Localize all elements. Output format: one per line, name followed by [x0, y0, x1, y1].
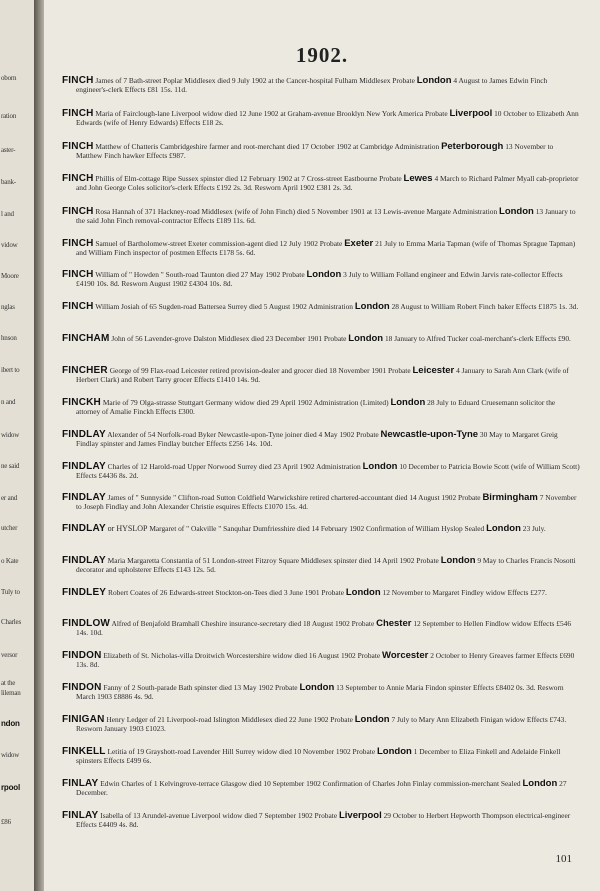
register-entry	[62, 588, 581, 597]
entry-surname: FINDLEY	[62, 587, 107, 598]
entry-details: William Josiah of 65 Sugden-road Battersea Surrey died 5 August 1902 Administration	[95, 302, 354, 311]
register-entry	[62, 462, 581, 480]
entry-grant-details: 2 October to Henry Greaves farmer Effects £690 13s. 8d.	[76, 651, 575, 669]
register-entry	[62, 683, 581, 701]
spine-fragment: hnson	[1, 334, 17, 342]
entry-surname: FINLAY	[62, 778, 99, 789]
entry-grant-details: 12 September to Hellen Findlow widow Effects £546 14s. 10d.	[76, 619, 572, 637]
entry-registry-place: London	[354, 714, 390, 725]
entry-details: Matthew of Chatteris Cambridgeshire farmer and root-merchant died 17 October 1902 at Cambridge Administration	[95, 142, 440, 151]
entry-registry-place: London	[306, 269, 342, 280]
entry-details: Alexander of 54 Norfolk-road Byker Newcastle-upon-Tyne joiner died 4 May 1902 Probate	[107, 430, 379, 439]
spine-fragment: Charles	[1, 618, 21, 626]
register-entry	[62, 109, 581, 127]
register-entry	[62, 239, 581, 257]
entry-registry-place: Peterborough	[441, 141, 504, 152]
register-entry	[62, 398, 581, 416]
entry-surname: FINKELL	[62, 746, 106, 757]
entry-surname: FINDLAY	[62, 555, 106, 566]
entry-grant-details: 7 November to Joseph Findlay and John Alexander Christie esquires Effects £1070 15s. 4d.	[76, 493, 577, 511]
entry-surname: FINCKH	[62, 397, 101, 408]
entry-grant-details: 30 May to Margaret Greig Findlay spinster and James Findlay butcher Effects £256 14s. 10d.	[76, 430, 558, 448]
entry-registry-place: London	[499, 206, 534, 217]
register-entry	[62, 430, 581, 448]
entry-registry-place: London	[362, 461, 398, 472]
entry-grant-details: 12 November to Margaret Findley widow Effects £277.	[382, 588, 547, 597]
entry-grant-details: 7 July to Mary Ann Elizabeth Finigan widow Effects £743. Resworn January 1903 £1023.	[76, 715, 567, 733]
spine-fragment: Moore	[1, 272, 19, 280]
entry-surname: FINCH	[62, 108, 94, 119]
entry-grant-details: 10 December to Patricia Bowie Scott (wife of William Scott) Effects £4436 8s. 2d.	[76, 462, 580, 480]
spine-fragment: versor	[1, 651, 18, 659]
entry-surname: FINCH	[62, 301, 94, 312]
entry-surname: FINDON	[62, 650, 102, 661]
entry-details: Fanny of 2 South-parade Bath spinster died 13 May 1902 Probate	[103, 683, 298, 692]
spine-fragment: £86	[1, 818, 11, 826]
entry-registry-place: Liverpool	[449, 108, 493, 119]
entry-grant-details: 28 July to Eduard Cruesemann solicitor the attorney of Amalie Finckh Effects £300.	[76, 398, 556, 416]
register-entry	[62, 619, 581, 637]
entry-registry-place: London	[390, 397, 426, 408]
entry-grant-details: 1 December to Eliza Finkell and Adelaide Finkell spinsters Effects £499 6s.	[76, 747, 561, 765]
entry-details: Henry Ledger of 21 Liverpool-road Islington Middlesex died 22 June 1902 Probate	[106, 715, 353, 724]
entry-registry-place: Chester	[376, 618, 412, 629]
entry-surname: FINCH	[62, 269, 94, 280]
spine-fragment: ibert to	[1, 366, 20, 374]
spine-fragment: vidow	[1, 241, 18, 249]
entry-registry-place: Liverpool	[338, 810, 382, 821]
entry-details: Isabella of 13 Arundel-avenue Liverpool widow died 7 September 1902 Probate	[100, 811, 338, 820]
entry-grant-details: 29 October to Herbert Hepworth Thompson electrical-engineer Effects £4409 4s. 8d.	[76, 811, 571, 829]
entry-details: Letitia of 19 Grayshott-road Lavender Hill Surrey widow died 10 November 1902 Probate	[107, 747, 376, 756]
register-entry	[62, 811, 581, 829]
entry-details: Alfred of Benjafold Bramhall Cheshire insurance-secretary died 18 August 1902 Probate	[111, 619, 375, 628]
spine-fragment: ne said	[1, 462, 20, 470]
entry-grant-details: 3 July to William Folland engineer and Edwin Jarvis rate-collector Effects £4190 10s. 8d. Resworn August 1902 £4304 10s. 8d.	[76, 270, 563, 288]
spine-fragment: lileman	[1, 689, 21, 697]
entry-details: James of 7 Bath-street Poplar Middlesex died 9 July 1902 at the Cancer-hospital Fulham Middlesex Probate	[95, 76, 415, 85]
entry-grant-details: 10 October to Elizabeth Ann Edwards (wife of Henry Edwards) Effects £18 2s.	[76, 109, 579, 127]
spine-fragment: er and	[1, 494, 18, 502]
register-page	[44, 0, 600, 891]
entry-grant-details: 4 January to Sarah Ann Clark (wife of Herbert Clark) and Robert Tarry grocer Effects £1410 14s. 9d.	[76, 366, 569, 384]
spine-fragment: ndon	[1, 719, 20, 728]
entry-registry-place: Lewes	[403, 173, 433, 184]
entry-details: Maria of Fairclough-lane Liverpool widow died 12 June 1902 at Graham-avenue Brooklyn New York America Probate	[95, 109, 448, 118]
entry-grant-details: 13 January to the said John Finch removal-contractor Effects £189 11s. 6d.	[76, 207, 576, 225]
entry-surname: FINDLOW	[62, 618, 111, 629]
spine-fragment: widow	[1, 431, 20, 439]
page-number: 101	[555, 853, 572, 865]
entry-details: Edwin Charles of 1 Kelvingrove-terrace Glasgow died 10 September 1902 Confirmation of Charles John Finlay commission-merchant Sealed	[100, 779, 521, 788]
entry-registry-place: Birmingham	[482, 492, 538, 503]
entry-surname: FINLAY	[62, 810, 99, 821]
entry-details: William of " Howden " South-road Taunton died 27 May 1902 Probate	[95, 270, 305, 279]
spine-fragment: nglas	[1, 303, 15, 311]
entry-details: Samuel of Bartholomew-street Exeter commission-agent died 12 July 1902 Probate	[95, 239, 343, 248]
spine-fragment: ration	[1, 112, 17, 120]
register-entry	[62, 747, 581, 765]
register-entry	[62, 715, 581, 733]
spine-fragment: bank-	[1, 178, 16, 186]
entry-surname: FINCH	[62, 141, 94, 152]
spine-fragment: Tuly to	[1, 588, 20, 596]
entry-surname: FINCH	[62, 173, 94, 184]
entry-registry-place: Exeter	[344, 238, 374, 249]
entry-registry-place: London	[345, 587, 381, 598]
entry-surname: FINDLAY	[62, 523, 106, 534]
entry-grant-details: 4 August to James Edwin Finch engineer's-clerk Effects £81 15s. 11d.	[76, 76, 548, 94]
spine-fragment: aster-	[1, 146, 16, 154]
entry-registry-place: London	[376, 746, 412, 757]
entry-registry-place: London	[299, 682, 335, 693]
entry-grant-details: 9 May to Charles Francis Nosotti decorator and upholsterer Effects £143 12s. 5d.	[76, 556, 576, 574]
entry-registry-place: London	[440, 555, 476, 566]
entry-details: Marie of 79 Olga-strasse Stuttgart Germany widow died 29 April 1902 Administration (Limited)	[102, 398, 389, 407]
entry-registry-place: Worcester	[382, 650, 429, 661]
previous-page-edge	[0, 0, 35, 891]
register-entry	[62, 76, 581, 94]
spine-fragment: n and	[1, 398, 16, 406]
entry-surname: FINCHER	[62, 365, 108, 376]
entry-grant-details: 13 November to Matthew Finch hawker Effects £987.	[76, 142, 554, 160]
entry-details: Phillis of Elm-cottage Ripe Sussex spinster died 12 February 1902 at 7 Cross-street Eastbourne Probate	[95, 174, 402, 183]
spine-fragment: utcher	[1, 524, 18, 532]
book-gutter	[34, 0, 44, 891]
register-entry	[62, 524, 581, 533]
register-entry	[62, 174, 581, 192]
register-entry	[62, 651, 581, 669]
entry-details: Margaret of " Oakville " Sanquhar Dumfriesshire died 14 February 1902 Confirmation of William Hyslop Sealed	[149, 524, 485, 533]
entry-details: George of 99 Flax-road Leicester retired provision-dealer and grocer died 18 November 1901 Probate	[109, 366, 411, 375]
entry-registry-place: London	[348, 333, 384, 344]
entry-surname: FINCHAM	[62, 333, 110, 344]
entry-surname: FINDLAY	[62, 429, 106, 440]
register-entry	[62, 207, 581, 225]
register-entry	[62, 779, 581, 797]
entry-registry-place: London	[354, 301, 390, 312]
spine-fragment: rpool	[1, 783, 20, 792]
page-year-heading: 1902.	[295, 43, 349, 67]
entry-details: Elizabeth of St. Nicholas-villa Droitwich Worcestershire widow died 16 August 1902 Probate	[103, 651, 381, 660]
register-entry	[62, 270, 581, 288]
spine-fragment: widow	[1, 751, 20, 759]
spine-fragment: at the	[1, 679, 16, 687]
register-entry	[62, 556, 581, 574]
entry-surname: FINCH	[62, 75, 94, 86]
spine-fragment: o Kate	[1, 557, 19, 565]
entry-details: Robert Coates of 26 Edwards-street Stockton-on-Tees died 3 June 1901 Probate	[108, 588, 344, 597]
entry-grant-details: 4 March to Richard Palmer Myall cab-proprietor and John George Coles solicitor's-clerk Effects £192 2s. 3d. Resworn April 1902 £381 2s. 3d.	[76, 174, 579, 192]
entry-surname: FINCH	[62, 238, 94, 249]
spine-fragment: oborn	[1, 74, 17, 82]
entry-grant-details: 13 September to Annie Maria Findon spinster Effects £8402 0s. 3d. Resworn March 1903 £8886 4s. 9d.	[76, 683, 564, 701]
spine-fragment: l and	[1, 210, 14, 218]
entry-alias: or HYSLOP	[107, 524, 148, 533]
register-entry	[62, 334, 581, 343]
entry-details: Rosa Hannah of 371 Hackney-road Middlesex (wife of John Finch) died 5 November 1901 at 13 Lewis-avenue Margate Administration	[95, 207, 498, 216]
entry-registry-place: Leicester	[412, 365, 455, 376]
entry-surname: FINCH	[62, 206, 94, 217]
entry-details: Maria Margaretta Constantia of 51 London-street Fitzroy Square Middlesex spinster died 14 April 1902 Probate	[107, 556, 439, 565]
entry-grant-details: 27 December.	[76, 779, 567, 797]
entry-surname: FINDON	[62, 682, 102, 693]
entry-details: James of " Sunnyside " Clifton-road Sutton Coldfield Warwickshire retired chartered-accountant died 14 August 1902 Probate	[107, 493, 481, 502]
entry-details: Charles of 12 Harold-road Upper Norwood Surrey died 23 April 1902 Administration	[107, 462, 361, 471]
entry-grant-details: 28 August to William Robert Finch baker Effects £1875 1s. 3d.	[391, 302, 579, 311]
entry-grant-details: 18 January to Alfred Tucker coal-merchant's-clerk Effects £90.	[384, 334, 571, 343]
register-entry	[62, 366, 581, 384]
entry-grant-details: 23 July.	[522, 524, 546, 533]
entry-surname: FINIGAN	[62, 714, 105, 725]
entry-registry-place: London	[486, 523, 521, 534]
register-entry	[62, 493, 581, 511]
entry-registry-place: Newcastle-upon-Tyne	[380, 429, 479, 440]
register-entry	[62, 302, 581, 311]
entry-surname: FINDLAY	[62, 461, 106, 472]
entry-surname: FINDLAY	[62, 492, 106, 503]
entry-details: John of 56 Lavender-grove Dalston Middlesex died 23 December 1901 Probate	[111, 334, 347, 343]
entry-grant-details: 21 July to Emma Maria Tapman (wife of Thomas Sprague Tapman) and William Finch inspector of postmen Effects £178 5s. 6d.	[76, 239, 576, 257]
entry-registry-place: London	[416, 75, 452, 86]
register-entry	[62, 142, 581, 160]
entry-registry-place: London	[522, 778, 558, 789]
